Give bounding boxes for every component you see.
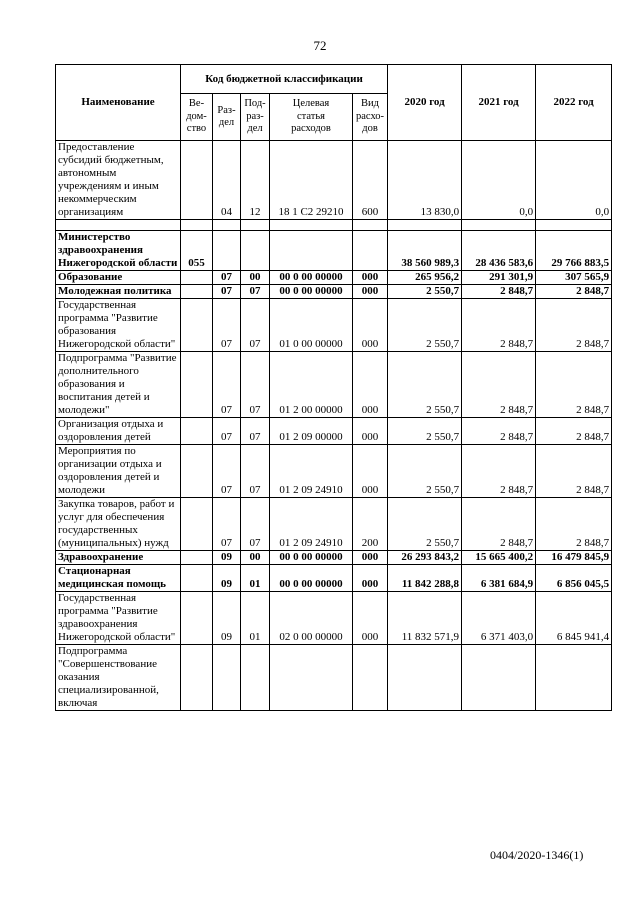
row-vid: 600 bbox=[353, 141, 388, 220]
row-value-2020: 11 832 571,9 bbox=[388, 592, 462, 645]
row-value-2021: 2 848,7 bbox=[462, 498, 536, 551]
row-value-2022: 2 848,7 bbox=[536, 299, 612, 352]
row-target: 00 0 00 00000 bbox=[270, 551, 353, 565]
row-razdel bbox=[213, 220, 241, 231]
row-name: Образование bbox=[56, 271, 181, 285]
row-target: 00 0 00 00000 bbox=[270, 271, 353, 285]
row-vid: 000 bbox=[353, 352, 388, 418]
row-razdel: 07 bbox=[213, 418, 241, 445]
row-name: Стационарная медицинская помощь bbox=[56, 565, 181, 592]
row-target: 01 2 09 00000 bbox=[270, 418, 353, 445]
table-row bbox=[56, 271, 612, 285]
row-value-2022: 6 856 045,5 bbox=[536, 565, 612, 592]
row-razdel: 07 bbox=[213, 445, 241, 498]
row-razdel: 09 bbox=[213, 592, 241, 645]
row-podrazdel bbox=[241, 220, 270, 231]
row-value-2022: 29 766 883,5 bbox=[536, 231, 612, 271]
row-value-2021 bbox=[462, 220, 536, 231]
row-value-2022: 2 848,7 bbox=[536, 498, 612, 551]
header-2021: 2021 год bbox=[462, 65, 536, 141]
row-podrazdel bbox=[241, 645, 270, 711]
row-vedomstvo bbox=[181, 565, 213, 592]
row-name: Государственная программа "Развитие здравоохранения Нижегородской области" bbox=[56, 592, 181, 645]
table-row bbox=[56, 231, 612, 271]
row-target: 01 2 09 24910 bbox=[270, 498, 353, 551]
row-value-2022: 2 848,7 bbox=[536, 352, 612, 418]
row-value-2022 bbox=[536, 645, 612, 711]
row-value-2022: 2 848,7 bbox=[536, 285, 612, 299]
document-code: 0404/2020-1346(1) bbox=[490, 848, 584, 862]
row-vedomstvo bbox=[181, 645, 213, 711]
header-razdel: Раз- дел bbox=[213, 94, 241, 141]
row-value-2022: 0,0 bbox=[536, 141, 612, 220]
header-podrazdel: Под- раз- дел bbox=[241, 94, 270, 141]
row-name: Мероприятия по организации отдыха и оздоровления детей и молодежи bbox=[56, 445, 181, 498]
table-row bbox=[56, 285, 612, 299]
row-vid: 000 bbox=[353, 285, 388, 299]
row-podrazdel bbox=[241, 231, 270, 271]
row-value-2020 bbox=[388, 645, 462, 711]
header-code-group: Код бюджетной классификации bbox=[181, 65, 388, 94]
row-name: Государственная программа "Развитие образования Нижегородской области" bbox=[56, 299, 181, 352]
row-vid bbox=[353, 231, 388, 271]
row-value-2021: 15 665 400,2 bbox=[462, 551, 536, 565]
row-podrazdel: 07 bbox=[241, 299, 270, 352]
row-razdel: 07 bbox=[213, 299, 241, 352]
row-vedomstvo bbox=[181, 285, 213, 299]
row-value-2020: 2 550,7 bbox=[388, 418, 462, 445]
header-vid: Вид расхо- дов bbox=[353, 94, 388, 141]
table-row bbox=[56, 565, 612, 592]
table-row bbox=[56, 498, 612, 551]
row-name: Министерство здравоохранения Нижегородской области bbox=[56, 231, 181, 271]
row-value-2022: 2 848,7 bbox=[536, 445, 612, 498]
row-razdel: 07 bbox=[213, 498, 241, 551]
row-vedomstvo bbox=[181, 352, 213, 418]
row-vedomstvo: 055 bbox=[181, 231, 213, 271]
row-razdel: 07 bbox=[213, 352, 241, 418]
row-razdel: 09 bbox=[213, 551, 241, 565]
row-podrazdel: 01 bbox=[241, 592, 270, 645]
table-row bbox=[56, 418, 612, 445]
row-podrazdel: 07 bbox=[241, 445, 270, 498]
row-razdel: 07 bbox=[213, 271, 241, 285]
row-vid: 000 bbox=[353, 565, 388, 592]
row-name: Закупка товаров, работ и услуг для обеспечения государственных (муниципальных) нужд bbox=[56, 498, 181, 551]
row-value-2021: 2 848,7 bbox=[462, 299, 536, 352]
row-value-2021 bbox=[462, 645, 536, 711]
row-value-2020: 26 293 843,2 bbox=[388, 551, 462, 565]
row-vid: 000 bbox=[353, 592, 388, 645]
row-vid bbox=[353, 645, 388, 711]
row-podrazdel: 00 bbox=[241, 551, 270, 565]
row-target: 00 0 00 00000 bbox=[270, 285, 353, 299]
row-vid: 000 bbox=[353, 551, 388, 565]
row-vedomstvo bbox=[181, 498, 213, 551]
header-vedomstvo: Ве- дом- ство bbox=[181, 94, 213, 141]
table-row bbox=[56, 445, 612, 498]
table-row bbox=[56, 352, 612, 418]
row-vedomstvo bbox=[181, 220, 213, 231]
row-razdel: 04 bbox=[213, 141, 241, 220]
row-razdel: 09 bbox=[213, 565, 241, 592]
row-razdel bbox=[213, 645, 241, 711]
row-target bbox=[270, 220, 353, 231]
row-value-2021: 28 436 583,6 bbox=[462, 231, 536, 271]
row-value-2021: 0,0 bbox=[462, 141, 536, 220]
table-row bbox=[56, 645, 612, 711]
row-podrazdel: 00 bbox=[241, 271, 270, 285]
row-target: 02 0 00 00000 bbox=[270, 592, 353, 645]
row-value-2022: 16 479 845,9 bbox=[536, 551, 612, 565]
row-name: Подпрограмма "Совершенствование оказания специализированной, включая bbox=[56, 645, 181, 711]
header-2020: 2020 год bbox=[388, 65, 462, 141]
row-value-2021: 291 301,9 bbox=[462, 271, 536, 285]
row-vedomstvo bbox=[181, 418, 213, 445]
row-vid: 200 bbox=[353, 498, 388, 551]
row-value-2021: 2 848,7 bbox=[462, 418, 536, 445]
row-vedomstvo bbox=[181, 141, 213, 220]
row-target: 18 1 С2 29210 bbox=[270, 141, 353, 220]
row-vedomstvo bbox=[181, 445, 213, 498]
row-name: Здравоохранение bbox=[56, 551, 181, 565]
row-value-2020: 11 842 288,8 bbox=[388, 565, 462, 592]
row-value-2020 bbox=[388, 220, 462, 231]
header-2022: 2022 год bbox=[536, 65, 612, 141]
table-row bbox=[56, 141, 612, 220]
row-podrazdel: 12 bbox=[241, 141, 270, 220]
row-target: 01 2 00 00000 bbox=[270, 352, 353, 418]
row-vedomstvo bbox=[181, 551, 213, 565]
row-value-2021: 2 848,7 bbox=[462, 285, 536, 299]
table-row bbox=[56, 592, 612, 645]
row-podrazdel: 07 bbox=[241, 285, 270, 299]
row-target bbox=[270, 231, 353, 271]
row-name: Предоставление субсидий бюджетным, автономным учреждениям и иным некоммерческим организациям bbox=[56, 141, 181, 220]
row-target bbox=[270, 645, 353, 711]
row-value-2022: 307 565,9 bbox=[536, 271, 612, 285]
row-vedomstvo bbox=[181, 299, 213, 352]
row-vid bbox=[353, 220, 388, 231]
row-value-2021: 2 848,7 bbox=[462, 445, 536, 498]
row-vid: 000 bbox=[353, 445, 388, 498]
table-body bbox=[56, 141, 612, 711]
header-target: Целевая статья расходов bbox=[270, 94, 353, 141]
row-podrazdel: 07 bbox=[241, 352, 270, 418]
row-vedomstvo bbox=[181, 271, 213, 285]
row-podrazdel: 07 bbox=[241, 418, 270, 445]
row-value-2020: 265 956,2 bbox=[388, 271, 462, 285]
row-value-2020: 2 550,7 bbox=[388, 498, 462, 551]
header-name: Наименование bbox=[56, 65, 181, 141]
row-value-2022: 6 845 941,4 bbox=[536, 592, 612, 645]
row-vid: 000 bbox=[353, 418, 388, 445]
row-target: 01 0 00 00000 bbox=[270, 299, 353, 352]
row-value-2021: 6 371 403,0 bbox=[462, 592, 536, 645]
page-number: 72 bbox=[313, 38, 327, 53]
table-row bbox=[56, 220, 612, 231]
row-value-2020: 38 560 989,3 bbox=[388, 231, 462, 271]
row-value-2020: 13 830,0 bbox=[388, 141, 462, 220]
row-name: Организация отдыха и оздоровления детей bbox=[56, 418, 181, 445]
row-razdel: 07 bbox=[213, 285, 241, 299]
budget-table bbox=[55, 64, 612, 711]
row-name: Подпрограмма "Развитие дополнительного образования и воспитания детей и молодежи" bbox=[56, 352, 181, 418]
table-row bbox=[56, 299, 612, 352]
row-vid: 000 bbox=[353, 271, 388, 285]
row-name bbox=[56, 220, 181, 231]
row-razdel bbox=[213, 231, 241, 271]
table-row bbox=[56, 551, 612, 565]
row-podrazdel: 01 bbox=[241, 565, 270, 592]
row-value-2020: 2 550,7 bbox=[388, 352, 462, 418]
row-name: Молодежная политика bbox=[56, 285, 181, 299]
row-target: 00 0 00 00000 bbox=[270, 565, 353, 592]
row-value-2020: 2 550,7 bbox=[388, 445, 462, 498]
row-target: 01 2 09 24910 bbox=[270, 445, 353, 498]
row-value-2021: 2 848,7 bbox=[462, 352, 536, 418]
row-value-2021: 6 381 684,9 bbox=[462, 565, 536, 592]
row-value-2020: 2 550,7 bbox=[388, 299, 462, 352]
row-value-2020: 2 550,7 bbox=[388, 285, 462, 299]
row-vid: 000 bbox=[353, 299, 388, 352]
row-value-2022: 2 848,7 bbox=[536, 418, 612, 445]
row-vedomstvo bbox=[181, 592, 213, 645]
row-value-2022 bbox=[536, 220, 612, 231]
row-podrazdel: 07 bbox=[241, 498, 270, 551]
